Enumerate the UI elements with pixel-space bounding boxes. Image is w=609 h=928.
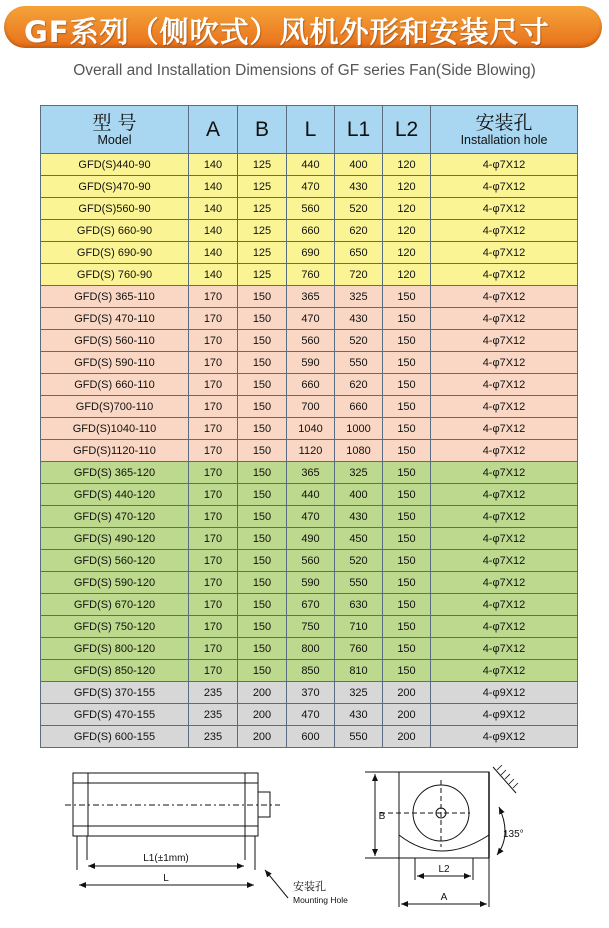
cell-hole: 4-φ7X12 <box>431 418 578 440</box>
cell-b: 150 <box>238 330 287 352</box>
cell-model: GFD(S)1120-110 <box>41 440 189 462</box>
cell-l: 560 <box>287 198 335 220</box>
cell-l1: 400 <box>335 154 383 176</box>
cell-model: GFD(S) 560-110 <box>41 330 189 352</box>
cell-model: GFD(S)700-110 <box>41 396 189 418</box>
cell-l: 440 <box>287 484 335 506</box>
cell-model: GFD(S)470-90 <box>41 176 189 198</box>
cell-model: GFD(S) 470-120 <box>41 506 189 528</box>
table-row <box>41 572 578 594</box>
cell-l: 760 <box>287 264 335 286</box>
header-l1-label: L1 <box>346 117 371 141</box>
cell-l: 1040 <box>287 418 335 440</box>
cell-b: 125 <box>238 220 287 242</box>
cell-a: 170 <box>189 330 238 352</box>
table-row <box>41 638 578 660</box>
cell-l1: 710 <box>335 616 383 638</box>
table-row <box>41 264 578 286</box>
table-row <box>41 682 578 704</box>
cell-model: GFD(S) 690-90 <box>41 242 189 264</box>
cell-hole: 4-φ7X12 <box>431 264 578 286</box>
cell-l2: 120 <box>383 220 431 242</box>
cell-l: 700 <box>287 396 335 418</box>
l-label: L <box>163 873 169 884</box>
header-b-label: B <box>254 117 269 141</box>
table-row <box>41 440 578 462</box>
cell-l2: 150 <box>383 660 431 682</box>
cell-a: 170 <box>189 506 238 528</box>
cell-a: 170 <box>189 462 238 484</box>
cell-a: 140 <box>189 242 238 264</box>
cell-model: GFD(S) 760-90 <box>41 264 189 286</box>
cell-model: GFD(S) 470-155 <box>41 704 189 726</box>
cell-b: 150 <box>238 616 287 638</box>
cell-l: 690 <box>287 242 335 264</box>
header-a <box>189 106 238 154</box>
cell-l2: 120 <box>383 264 431 286</box>
cell-l: 440 <box>287 154 335 176</box>
cell-b: 150 <box>238 638 287 660</box>
header-b <box>238 106 287 154</box>
cell-model: GFD(S) 660-90 <box>41 220 189 242</box>
cell-model: GFD(S) 600-155 <box>41 726 189 748</box>
table-row <box>41 198 578 220</box>
cell-a: 140 <box>189 198 238 220</box>
cell-model: GFD(S) 850-120 <box>41 660 189 682</box>
cell-l1: 630 <box>335 594 383 616</box>
cell-l2: 150 <box>383 352 431 374</box>
cell-hole: 4-φ7X12 <box>431 616 578 638</box>
cell-l: 560 <box>287 550 335 572</box>
cell-model: GFD(S)1040-110 <box>41 418 189 440</box>
cell-hole: 4-φ7X12 <box>431 462 578 484</box>
cell-l: 850 <box>287 660 335 682</box>
cell-hole: 4-φ7X12 <box>431 330 578 352</box>
cell-b: 125 <box>238 154 287 176</box>
table-row <box>41 396 578 418</box>
wall-hatching <box>497 765 518 788</box>
l1-label: L1(±1mm) <box>143 853 189 864</box>
cell-hole: 4-φ7X12 <box>431 484 578 506</box>
cell-a: 170 <box>189 352 238 374</box>
cell-b: 150 <box>238 396 287 418</box>
cell-b: 150 <box>238 594 287 616</box>
cell-l2: 150 <box>383 506 431 528</box>
table-row <box>41 528 578 550</box>
cell-l2: 150 <box>383 418 431 440</box>
cell-a: 140 <box>189 264 238 286</box>
cell-l: 470 <box>287 506 335 528</box>
cell-a: 170 <box>189 594 238 616</box>
a-label: A <box>440 892 448 903</box>
angle-label: 135° <box>503 829 524 840</box>
cell-l2: 150 <box>383 616 431 638</box>
cell-a: 170 <box>189 286 238 308</box>
cell-l: 470 <box>287 704 335 726</box>
cell-a: 170 <box>189 528 238 550</box>
cell-b: 150 <box>238 660 287 682</box>
cell-hole: 4-φ7X12 <box>431 396 578 418</box>
header-model-en: Model <box>97 132 132 147</box>
cell-l: 660 <box>287 374 335 396</box>
cell-b: 150 <box>238 462 287 484</box>
cell-l: 590 <box>287 572 335 594</box>
cell-l: 1120 <box>287 440 335 462</box>
mounting-hole-cn: 安装孔 <box>293 881 326 893</box>
cell-l1: 620 <box>335 220 383 242</box>
cell-b: 150 <box>238 506 287 528</box>
cell-b: 125 <box>238 198 287 220</box>
cell-b: 150 <box>238 418 287 440</box>
cell-l2: 150 <box>383 396 431 418</box>
cell-b: 150 <box>238 374 287 396</box>
cell-b: 150 <box>238 352 287 374</box>
b-label: B <box>378 811 386 822</box>
cell-hole: 4-φ7X12 <box>431 506 578 528</box>
cell-a: 170 <box>189 550 238 572</box>
table-row <box>41 704 578 726</box>
cell-l1: 430 <box>335 506 383 528</box>
cell-l1: 720 <box>335 264 383 286</box>
table-row <box>41 308 578 330</box>
cell-a: 170 <box>189 418 238 440</box>
cell-hole: 4-φ7X12 <box>431 594 578 616</box>
cell-l1: 400 <box>335 484 383 506</box>
cell-b: 200 <box>238 682 287 704</box>
cell-l1: 550 <box>335 352 383 374</box>
cell-l: 470 <box>287 176 335 198</box>
table-row <box>41 374 578 396</box>
cell-a: 170 <box>189 374 238 396</box>
cell-hole: 4-φ7X12 <box>431 638 578 660</box>
cell-l: 800 <box>287 638 335 660</box>
cell-model: GFD(S) 560-120 <box>41 550 189 572</box>
cell-l2: 150 <box>383 374 431 396</box>
cell-l: 490 <box>287 528 335 550</box>
table-row <box>41 550 578 572</box>
header-l2 <box>383 106 431 154</box>
cell-l: 600 <box>287 726 335 748</box>
cell-l: 660 <box>287 220 335 242</box>
mounting-hole-leader <box>265 870 288 898</box>
cell-l1: 550 <box>335 726 383 748</box>
cell-l2: 150 <box>383 440 431 462</box>
cell-b: 150 <box>238 484 287 506</box>
page-title: GF系列（侧吹式）风机外形和安装尺寸 <box>24 15 550 49</box>
cell-a: 170 <box>189 616 238 638</box>
page-subtitle: Overall and Installation Dimensions of GF series Fan(Side Blowing) <box>73 62 536 79</box>
table-header-row <box>41 106 578 154</box>
cell-b: 200 <box>238 726 287 748</box>
cell-l2: 150 <box>383 528 431 550</box>
cell-b: 150 <box>238 286 287 308</box>
cell-hole: 4-φ9X12 <box>431 704 578 726</box>
cell-hole: 4-φ7X12 <box>431 440 578 462</box>
cell-hole: 4-φ7X12 <box>431 308 578 330</box>
cell-a: 140 <box>189 176 238 198</box>
cell-model: GFD(S) 660-110 <box>41 374 189 396</box>
table-row <box>41 660 578 682</box>
cell-model: GFD(S) 670-120 <box>41 594 189 616</box>
cell-hole: 4-φ7X12 <box>431 242 578 264</box>
cell-l2: 150 <box>383 484 431 506</box>
cell-b: 125 <box>238 242 287 264</box>
cell-b: 150 <box>238 528 287 550</box>
table-row <box>41 594 578 616</box>
cell-a: 170 <box>189 572 238 594</box>
cell-model: GFD(S)560-90 <box>41 198 189 220</box>
cell-a: 170 <box>189 440 238 462</box>
cell-model: GFD(S) 365-110 <box>41 286 189 308</box>
cell-l2: 150 <box>383 462 431 484</box>
cell-l1: 1080 <box>335 440 383 462</box>
cell-hole: 4-φ7X12 <box>431 154 578 176</box>
table-row <box>41 418 578 440</box>
cell-hole: 4-φ7X12 <box>431 374 578 396</box>
cell-l2: 120 <box>383 198 431 220</box>
cell-a: 170 <box>189 308 238 330</box>
cell-l: 670 <box>287 594 335 616</box>
cell-hole: 4-φ7X12 <box>431 528 578 550</box>
cell-l2: 200 <box>383 726 431 748</box>
cell-hole: 4-φ9X12 <box>431 682 578 704</box>
header-l <box>287 106 335 154</box>
cell-b: 125 <box>238 176 287 198</box>
cell-model: GFD(S) 590-110 <box>41 352 189 374</box>
cell-l2: 200 <box>383 682 431 704</box>
cell-b: 150 <box>238 440 287 462</box>
cell-model: GFD(S) 470-110 <box>41 308 189 330</box>
cell-l1: 450 <box>335 528 383 550</box>
cell-l: 590 <box>287 352 335 374</box>
header-l-label: L <box>304 117 317 141</box>
table-body <box>41 154 578 748</box>
table-row <box>41 484 578 506</box>
cell-l2: 150 <box>383 594 431 616</box>
cell-l2: 120 <box>383 154 431 176</box>
header-model-cn: 型 号 <box>92 111 137 134</box>
cell-l1: 760 <box>335 638 383 660</box>
header-l2-label: L2 <box>394 117 419 141</box>
cell-b: 125 <box>238 264 287 286</box>
cell-a: 170 <box>189 638 238 660</box>
scroll-curve <box>399 835 489 851</box>
cell-l2: 150 <box>383 572 431 594</box>
dimensions-table <box>40 105 578 748</box>
cell-l: 560 <box>287 330 335 352</box>
cell-hole: 4-φ7X12 <box>431 352 578 374</box>
side-view-drawing <box>65 773 288 898</box>
cell-b: 150 <box>238 550 287 572</box>
cell-l: 370 <box>287 682 335 704</box>
cell-l2: 120 <box>383 242 431 264</box>
table-row <box>41 154 578 176</box>
cell-model: GFD(S)440-90 <box>41 154 189 176</box>
cell-l1: 325 <box>335 462 383 484</box>
cell-model: GFD(S) 750-120 <box>41 616 189 638</box>
cell-b: 150 <box>238 572 287 594</box>
cell-l1: 660 <box>335 396 383 418</box>
cell-l: 365 <box>287 462 335 484</box>
cell-l1: 520 <box>335 550 383 572</box>
header-hole-en: Installation hole <box>460 132 548 147</box>
cell-a: 235 <box>189 704 238 726</box>
cell-model: GFD(S) 365-120 <box>41 462 189 484</box>
cell-hole: 4-φ7X12 <box>431 572 578 594</box>
header-hole-cn: 安装孔 <box>475 111 533 134</box>
cell-model: GFD(S) 370-155 <box>41 682 189 704</box>
cell-l1: 650 <box>335 242 383 264</box>
header-a-label: A <box>205 117 220 141</box>
table-row <box>41 176 578 198</box>
header-l1 <box>335 106 383 154</box>
cell-a: 140 <box>189 220 238 242</box>
cell-l1: 520 <box>335 330 383 352</box>
header-hole <box>431 106 578 154</box>
cell-l: 750 <box>287 616 335 638</box>
cell-hole: 4-φ7X12 <box>431 660 578 682</box>
cell-model: GFD(S) 440-120 <box>41 484 189 506</box>
cell-l1: 810 <box>335 660 383 682</box>
title-banner <box>4 6 602 48</box>
cell-l2: 120 <box>383 176 431 198</box>
cell-l2: 150 <box>383 330 431 352</box>
table-row <box>41 220 578 242</box>
cell-a: 235 <box>189 682 238 704</box>
cell-a: 140 <box>189 154 238 176</box>
table-row <box>41 506 578 528</box>
end-view-drawing <box>365 767 516 907</box>
cell-a: 170 <box>189 660 238 682</box>
table-row <box>41 330 578 352</box>
table-row <box>41 242 578 264</box>
table-row <box>41 352 578 374</box>
cell-l1: 430 <box>335 704 383 726</box>
cell-a: 170 <box>189 396 238 418</box>
header-model <box>41 106 189 154</box>
cell-l: 365 <box>287 286 335 308</box>
cell-l2: 150 <box>383 638 431 660</box>
cell-hole: 4-φ7X12 <box>431 220 578 242</box>
cell-model: GFD(S) 590-120 <box>41 572 189 594</box>
table-row <box>41 286 578 308</box>
cell-l1: 550 <box>335 572 383 594</box>
cell-hole: 4-φ9X12 <box>431 726 578 748</box>
cell-l1: 430 <box>335 308 383 330</box>
table-row <box>41 462 578 484</box>
cell-hole: 4-φ7X12 <box>431 198 578 220</box>
cell-l1: 1000 <box>335 418 383 440</box>
cell-model: GFD(S) 490-120 <box>41 528 189 550</box>
cell-l: 470 <box>287 308 335 330</box>
cell-l2: 150 <box>383 286 431 308</box>
cell-l1: 325 <box>335 286 383 308</box>
table-row <box>41 726 578 748</box>
cell-b: 150 <box>238 308 287 330</box>
l2-label: L2 <box>438 864 450 875</box>
cell-l1: 430 <box>335 176 383 198</box>
cell-hole: 4-φ7X12 <box>431 286 578 308</box>
cell-a: 170 <box>189 484 238 506</box>
cell-hole: 4-φ7X12 <box>431 176 578 198</box>
dimension-drawings <box>0 755 609 928</box>
cell-model: GFD(S) 800-120 <box>41 638 189 660</box>
cell-hole: 4-φ7X12 <box>431 550 578 572</box>
cell-l2: 150 <box>383 308 431 330</box>
cell-l2: 150 <box>383 550 431 572</box>
cell-l1: 325 <box>335 682 383 704</box>
table-row <box>41 616 578 638</box>
cell-l2: 200 <box>383 704 431 726</box>
cell-b: 200 <box>238 704 287 726</box>
mounting-hole-en: Mounting Hole <box>293 895 348 905</box>
cell-l1: 520 <box>335 198 383 220</box>
cell-l1: 620 <box>335 374 383 396</box>
cell-a: 235 <box>189 726 238 748</box>
